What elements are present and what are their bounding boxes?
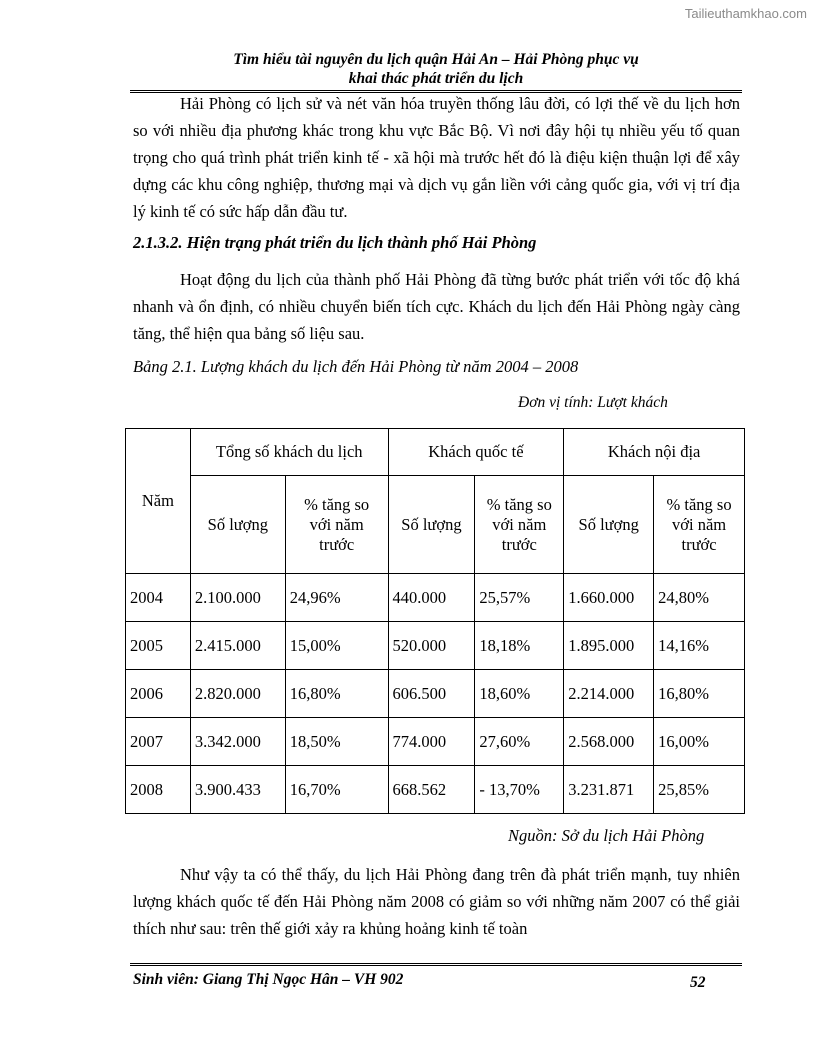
pct-header-intl: % tăng so với năm trước xyxy=(475,476,564,574)
pct-header-domestic: % tăng so với năm trước xyxy=(654,476,745,574)
cell: 25,85% xyxy=(654,766,745,814)
cell: 15,00% xyxy=(285,622,388,670)
footer-student: Sinh viên: Giang Thị Ngọc Hân – VH 902 xyxy=(133,971,404,988)
cell: 668.562 xyxy=(388,766,475,814)
table-row xyxy=(126,622,745,670)
tourist-table xyxy=(125,428,745,814)
cell: - 13,70% xyxy=(475,766,564,814)
table-header-row-2 xyxy=(126,476,745,574)
page-number: 52 xyxy=(690,974,706,991)
cell: 18,18% xyxy=(475,622,564,670)
cell: 2.820.000 xyxy=(190,670,285,718)
cell: 2.415.000 xyxy=(190,622,285,670)
section-title: 2.1.3.2. Hiện trạng phát triển du lịch thành phố Hải Phòng xyxy=(133,233,537,252)
paragraph-activity: Hoạt động du lịch của thành phố Hải Phòng đã từng bước phát triển với tốc độ khá nhanh và ổn định, có nhiều chuyển biến tích cực. Khách du lịch đến Hải Phòng ngày càng tăng, thể hiện qua bảng số liệu sau. xyxy=(133,270,740,343)
cell: 24,80% xyxy=(654,574,745,622)
table-row xyxy=(126,670,745,718)
cell: 2007 xyxy=(126,718,191,766)
group-intl-header: Khách quốc tế xyxy=(388,429,564,476)
cell: 1.660.000 xyxy=(564,574,654,622)
cell: 16,80% xyxy=(285,670,388,718)
cell: 520.000 xyxy=(388,622,475,670)
paragraph-intro: Hải Phòng có lịch sử và nét văn hóa truyền thống lâu đời, có lợi thế về du lịch hơn so với nhiều địa phương khác trong khu vực Bắc Bộ. Vì nơi đây hội tụ nhiều yếu tố quan trọng cho quá trình phát triển kinh tế - xã hội mà trước hết đó là điệu kiện thuận lợi để xây dựng các khu công nghiệp, thương mại và dịch vụ gắn liền với cảng quốc gia, với vị trí địa lý kinh tế có sức hấp dẫn đầu tư. xyxy=(133,94,740,221)
footer-divider xyxy=(130,963,742,966)
qty-header-total: Số lượng xyxy=(190,476,285,574)
group-total-header: Tổng số khách du lịch xyxy=(190,429,388,476)
page-header xyxy=(130,50,742,88)
cell: 2.214.000 xyxy=(564,670,654,718)
cell: 440.000 xyxy=(388,574,475,622)
cell: 3.900.433 xyxy=(190,766,285,814)
cell: 2008 xyxy=(126,766,191,814)
cell: 2004 xyxy=(126,574,191,622)
paragraph-conclusion: Như vậy ta có thể thấy, du lịch Hải Phòng đang trên đà phát triển mạnh, tuy nhiên lượng khách quốc tế đến Hải Phòng năm 2008 có giảm so với những năm 2007 có thể giải thích như sau: trên thế giới xảy ra khủng hoảng kinh tế toàn xyxy=(133,865,740,938)
table-header-row-1 xyxy=(126,429,745,476)
cell: 2005 xyxy=(126,622,191,670)
year-header: Năm xyxy=(126,429,191,574)
qty-header-intl: Số lượng xyxy=(388,476,475,574)
table-source: Nguồn: Sở du lịch Hải Phòng xyxy=(508,826,705,845)
cell: 3.342.000 xyxy=(190,718,285,766)
table-row xyxy=(126,718,745,766)
table-row xyxy=(126,766,745,814)
cell: 18,50% xyxy=(285,718,388,766)
cell: 606.500 xyxy=(388,670,475,718)
table-unit: Đơn vị tính: Lượt khách xyxy=(518,394,668,411)
group-domestic-header: Khách nội địa xyxy=(564,429,745,476)
pct-header-total: % tăng so với năm trước xyxy=(285,476,388,574)
cell: 16,00% xyxy=(654,718,745,766)
cell: 2.568.000 xyxy=(564,718,654,766)
cell: 16,80% xyxy=(654,670,745,718)
qty-header-domestic: Số lượng xyxy=(564,476,654,574)
header-line-1: Tìm hiểu tài nguyên du lịch quận Hải An – Hải Phòng phục vụ xyxy=(233,51,639,68)
cell: 2006 xyxy=(126,670,191,718)
cell: 18,60% xyxy=(475,670,564,718)
header-line-2: khai thác phát triển du lịch xyxy=(348,70,524,87)
cell: 14,16% xyxy=(654,622,745,670)
cell: 27,60% xyxy=(475,718,564,766)
watermark: Tailieuthamkhao.com xyxy=(684,6,807,21)
cell: 16,70% xyxy=(285,766,388,814)
table-row xyxy=(126,574,745,622)
table-caption: Bảng 2.1. Lượng khách du lịch đến Hải Phòng từ năm 2004 – 2008 xyxy=(133,357,579,376)
cell: 25,57% xyxy=(475,574,564,622)
cell: 1.895.000 xyxy=(564,622,654,670)
cell: 3.231.871 xyxy=(564,766,654,814)
cell: 774.000 xyxy=(388,718,475,766)
cell: 2.100.000 xyxy=(190,574,285,622)
cell: 24,96% xyxy=(285,574,388,622)
